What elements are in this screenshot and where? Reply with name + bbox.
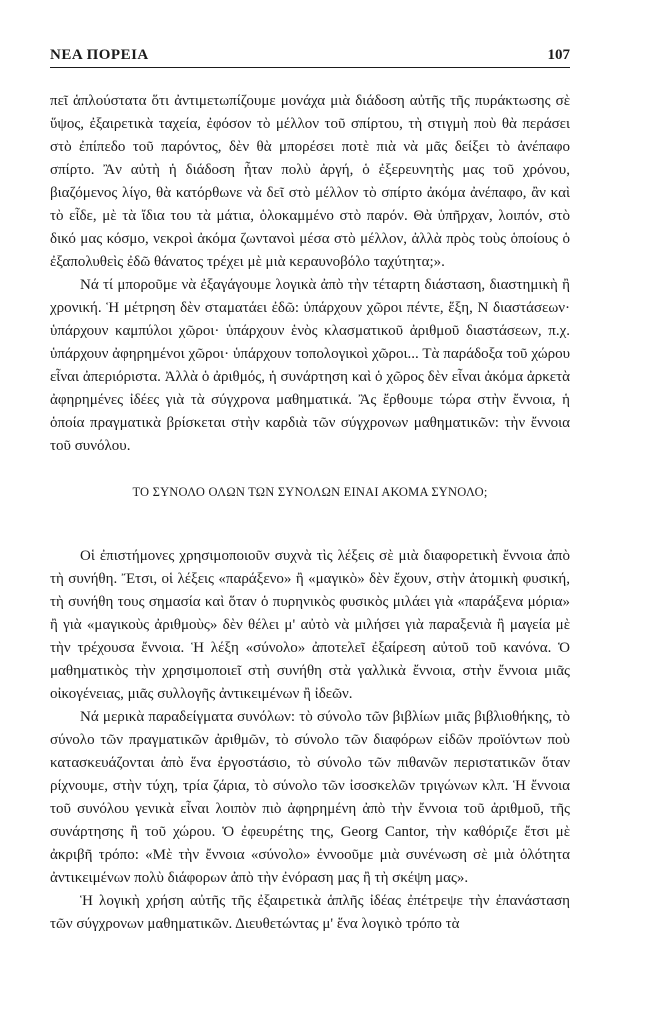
paragraph: Οἱ ἐπιστήμονες χρησιμοποιοῦν συχνὰ τὶς λέξεις σὲ μιὰ διαφορετικὴ ἔννοια ἀπὸ τὴ συνήθη. Ἔτσι, οἱ λέξεις «παράξενο» ἢ «μαγικὸ» δὲν ἔχουν, στὴν ἀτομικὴ φυσική, τὴ συνήθη τους σημασία καὶ ὅταν ὁ πυρηνικὸς φυσικὸς μιλάει γιὰ «παράξενα μόρια» ἢ γιὰ «μαγικοὺς ἀριθμοὺς» δὲν θέλει μ' αὐτὸ νὰ μιλήσει γιὰ παραξενιὰ ἢ μαγεία μὲ τὴν τρέχουσα ἔννοια. Ἡ λέξη «σύνολο» ἀποτελεῖ ἐξαίρεση αὐτοῦ τοῦ κανόνα. Ὁ μαθηματικὸς τὴν χρησιμοποιεῖ στὴ συνήθη στὰ γαλλικὰ ἔννοια, στὴν ἔννοια μιᾶς οἰκογένειας, μιᾶς συλλογῆς ἀντικειμένων ἢ ἰδεῶν. [50, 548, 570, 702]
body-text [50, 90, 570, 936]
paragraph: Ἡ λογικὴ χρήση αὐτῆς τῆς ἐξαιρετικὰ ἁπλῆς ἰδέας ἐπέτρεψε τὴν ἐπανάσταση τῶν σύγχρονων μαθηματικῶν. Διευθετώντας μ' ἕνα λογικὸ τρόπο τὰ [50, 893, 570, 932]
paragraph-continuation: πεῖ ἁπλούστατα ὅτι ἀντιμετωπίζουμε μονάχα μιὰ διάδοση αὐτῆς τῆς πυράκτωσης σὲ ὕψος, ἐξαιρετικὰ ταχεία, ἐφόσον τὸ μέλλον τοῦ σπίρτου, τὴ στιγμὴ ποὺ θὰ περάσει στὸ ἐπίπεδο τοῦ παρόντος, δὲν θὰ μπορέσει ποτὲ πιὰ νὰ μᾶς δείξει τὸ ἀνέπαφο σπίρτο. Ἂν αὐτὴ ἡ διάδοση ἦταν πολὺ ἀργή, ὁ ἐξερευνητὴς μας τοῦ χρόνου, βιαζόμενος λίγο, θὰ κατόρθωνε νὰ δεῖ στὸ μέλλον τὸ σπίρτο ἀκόμα ἀνέπαφο, ἂν καὶ τὸ εἶδε, μὲ τὰ ἴδια του τὰ μάτια, ὁλοκαμμένο στὸ παρόν. Θὰ ὑπῆρχαν, λοιπόν, στὸ δικό μας κόσμο, νεκροὶ ἀκόμα ζωντανοὶ μέσα στὸ μέλλον, ἀλλὰ πρὸς τοὺς ὁποίους ὁ ἐξαπολυθεὶς ἐδῶ θάνατος τρέχει μὲ μιὰ κεραυνοβόλο ταχύτητα;». [50, 93, 570, 270]
section-heading: ΤΟ ΣΥΝΟΛΟ ΟΛΩΝ ΤΩΝ ΣΥΝΟΛΩΝ ΕΙΝΑΙ ΑΚΟΜΑ ΣΥΝΟΛΟ; [132, 485, 488, 499]
journal-title: ΝΕΑ ΠΟΡΕΙΑ [50, 47, 149, 63]
header-rule [50, 67, 570, 68]
running-header [50, 44, 570, 68]
page-number: 107 [547, 47, 570, 63]
paragraph: Νά μερικὰ παραδείγματα συνόλων: τὸ σύνολο τῶν βιβλίων μιᾶς βιβλιοθήκης, τὸ σύνολο τῶν πραγματικῶν ἀριθμῶν, τὸ σύνολο τῶν διαφόρων εἰδῶν προϊόντων ποὺ κατασκευάζονται ἀπὸ ἕνα ἐργοστάσιο, τὸ σύνολο τῶν πιθανῶν περιστατικῶν ὅταν ρίχνουμε, στὴν τύχη, τρία ζάρια, τὸ σύνολο τῶν ἰσοσκελῶν τριγώνων κλπ. Ἡ ἔννοια τοῦ συνόλου γενικὰ εἶναι λοιπὸν πιὸ ἀφηρημένη ἀπὸ τὴν ἔννοια τοῦ ἀριθμοῦ, τῆς συνάρτησης ἢ τοῦ χώρου. Ὁ ἐφευρέτης της, Georg Cantor, τὴν καθόριζε ἔτσι μὲ ἀκριβῆ τρόπο: «Μὲ τὴν ἔννοια «σύνολο» ἐννοοῦμε μιὰ συνένωση σὲ μιὰ ὁλότητα ἀντικειμένων πολὺ διάφορων ἀπὸ τὴν ἐνόραση μας ἢ τὴ σκέψη μας». [50, 709, 570, 886]
paragraph: Νά τί μποροῦμε νὰ ἐξαγάγουμε λογικὰ ἀπὸ τὴν τέταρτη διάσταση, διαστημικὴ ἢ χρονική. Ἡ μέτρηση δὲν σταματάει ἐδῶ: ὑπάρχουν χῶροι πέντε, ἕξη, Ν διαστάσεων· ὑπάρχουν καμπύλοι χῶροι· ὑπάρχουν ἑνὸς κλασματικοῦ ἀριθμοῦ διαστάσεων, π.χ. ὑπάρχουν ἀφηρημένοι χῶροι· ὑπάρχουν τοπολογικοὶ χῶροι... Τὰ παράδοξα τοῦ χώρου εἶναι ἀπεριόριστα. Ἀλλὰ ὁ ἀριθμός, ἡ συνάρτηση καὶ ὁ χῶρος δὲν εἶναι ἀκόμα ἀρκετὰ ἀφηρημένες ἰδέες γιὰ τὰ σύγχρονα μαθηματικά. Ἂς ἔρθουμε τώρα στὴν ἔννοια, ἡ ὁποία πραγματικὰ βρίσκεται στὴν καρδιὰ τῶν σύγχρονων μαθηματικῶν: τὴν ἔννοια τοῦ συνόλου. [50, 277, 570, 454]
